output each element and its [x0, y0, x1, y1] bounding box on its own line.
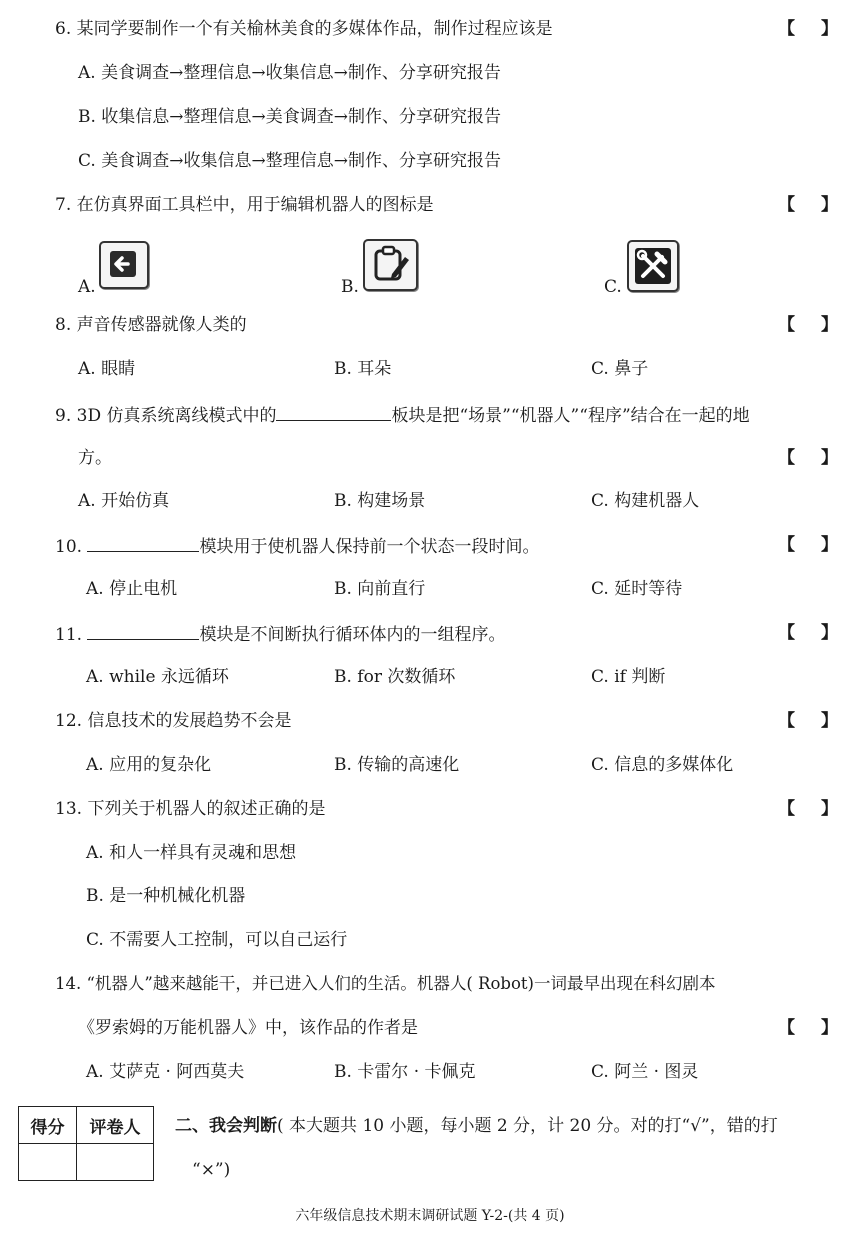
q13-option-c: C. 不需要人工控制，可以自己运行: [86, 930, 348, 950]
q13-stem: 13. 下列关于机器人的叙述正确的是: [55, 799, 326, 819]
q14-option-a: A. 艾萨克 · 阿西莫夫: [86, 1062, 245, 1082]
q10-blank: [87, 533, 199, 552]
q11-blank: [87, 621, 199, 640]
q12-stem: 12. 信息技术的发展趋势不会是: [55, 711, 292, 731]
q13-option-b: B. 是一种机械化机器: [86, 886, 246, 906]
section2-title: 二、我会判断: [175, 1116, 277, 1136]
back-arrow-icon: [99, 241, 149, 289]
q6-option-c: C. 美食调查→收集信息→整理信息→制作、分享研究报告: [78, 151, 501, 171]
q9-option-c: C. 构建机器人: [591, 491, 700, 511]
q12-option-c: C. 信息的多媒体化: [591, 755, 734, 775]
q6-option-a: A. 美食调查→整理信息→收集信息→制作、分享研究报告: [78, 63, 501, 83]
q11-option-a: A. while 永远循环: [86, 667, 229, 687]
q14-stem-cont: 《罗索姆的万能机器人》中，该作品的作者是: [78, 1018, 418, 1038]
q6-stem: 6. 某同学要制作一个有关榆林美食的多媒体作品，制作过程应该是: [55, 19, 553, 39]
q13-option-a: A. 和人一样具有灵魂和思想: [86, 843, 297, 863]
q9-blank: [276, 402, 391, 421]
q11-stem: 11. 模块是不间断执行循环体内的一组程序。: [55, 621, 505, 647]
tools-icon: [627, 240, 679, 292]
q11-option-b: B. for 次数循环: [334, 667, 456, 687]
q11-option-c: C. if 判断: [591, 667, 666, 687]
q12-option-a: A. 应用的复杂化: [86, 755, 212, 775]
q9-option-a: A. 开始仿真: [78, 491, 170, 511]
q6-option-b: B. 收集信息→整理信息→美食调查→制作、分享研究报告: [78, 107, 502, 127]
q9-stem: 9. 3D 仿真系统离线模式中的 板块是把“场景”“机器人”“程序”结合在一起的地: [55, 402, 750, 428]
q10-option-a: A. 停止电机: [86, 579, 178, 599]
q8-stem: 8. 声音传感器就像人类的: [55, 315, 247, 335]
q9-option-b: B. 构建场景: [334, 491, 426, 511]
score-header: 得分: [19, 1107, 77, 1144]
section2-desc-cont: “×”): [192, 1160, 231, 1180]
q7-stem: 7. 在仿真界面工具栏中，用于编辑机器人的图标是: [55, 195, 434, 215]
q10-stem: 10. 模块用于使机器人保持前一个状态一段时间。: [55, 533, 539, 559]
q9-stem-cont: 方。: [78, 448, 112, 468]
page-footer: 六年级信息技术期末调研试题 Y-2-(共 4 页): [295, 1208, 565, 1224]
q12-option-b: B. 传输的高速化: [334, 755, 460, 775]
score-cell[interactable]: [19, 1144, 77, 1181]
section2-desc: ( 本大题共 10 小题，每小题 2 分，计 20 分。对的打“√”，错的打: [277, 1116, 778, 1136]
q8-option-c: C. 鼻子: [591, 359, 649, 379]
q8-option-a: A. 眼睛: [78, 359, 136, 379]
q7-option-a-label: A.: [78, 277, 96, 297]
section2-heading: [175, 1114, 778, 1138]
grader-cell[interactable]: [77, 1144, 154, 1181]
q8-option-b: B. 耳朵: [334, 359, 392, 379]
q14-option-c: C. 阿兰 · 图灵: [591, 1062, 699, 1082]
edit-clipboard-icon: [363, 239, 418, 291]
q7-option-c-label: C.: [604, 277, 622, 297]
score-table: [18, 1106, 154, 1181]
q14-option-b: B. 卡雷尔 · 卡佩克: [334, 1062, 476, 1082]
grader-header: 评卷人: [77, 1107, 154, 1144]
q7-option-b-label: B.: [341, 277, 359, 297]
q10-option-b: B. 向前直行: [334, 579, 426, 599]
q14-stem: 14. “机器人”越来越能干，并已进入人们的生活。机器人( Robot)一词最早出现在科幻剧本: [55, 974, 716, 993]
q10-option-c: C. 延时等待: [591, 579, 683, 599]
